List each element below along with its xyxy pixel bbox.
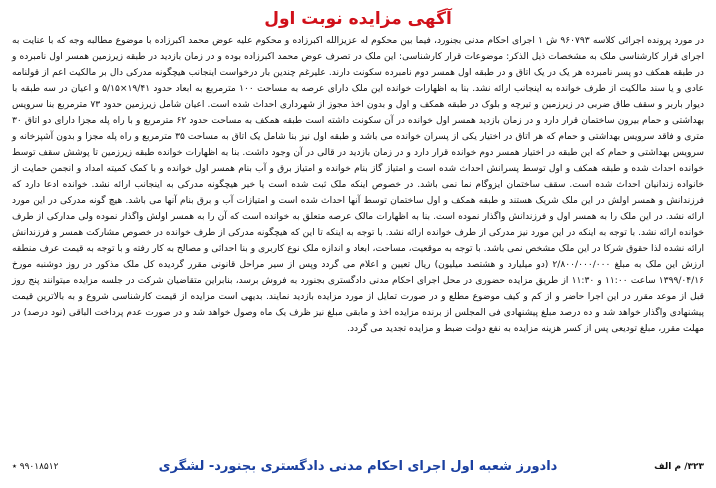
notice-footer	[12, 456, 704, 478]
notice-body: در مورد پرونده اجرائی کلاسه ۹۶۰۷۹۳ ش ۱ اجرای احکام مدنی بجنورد، فیما بین محکوم له عزیزالله اکبرزاده و محکوم علیه عوض محمد اکبرزاده با موضوع مطالبه وجه که با عنایت به اجرای قرار کارشناسی ملک به مشخصات ذیل الذکر: موضوعات قرار کارشناسی: این ملک در تصرف عوض محمد اکبرزاده بوده و در زمان بازدید در طبقه زیرزمین همسر اول نامبرده و در طبقه همکف دو پسر نامبرده هر یک در یک اتاق و در طبقه اول همسر دوم نامبرده سکونت دارند. علیرغم چندین بار درخواست اینجانب هیچگونه مدرکی دال بر مالکیت اعم از قولنامه عادی و یا سند مالکیت از طرف خوانده به اینجانب ارائه نشد. بنا به اظهارات خوانده این ملک دارای عرصه به مساحت ۱۰۰ مترمربع به ابعاد حدود ۱۹/۴۱×۵/۱۵ و اعیان در سه طبقه با دیوار باربر و سقف طاق ضربی در زیرزمین و تیرچه و بلوک در طبقه همکف و اول و بدون اخذ مجوز از شهرداری احداث شده است. اعیان شامل زیرزمین حدود ۷۳ مترمربع بنا سرویس بهداشتی و حمام بیرون ساختمان قرار دارد و در زمان بازدید همسر اول خوانده در آن سکونت داشته است طبقه همکف به مساحت حدود ۶۲ مترمربع و با راه پله مجزا دارای دو اتاق ۳۰ متری و فاقد سرویس بهداشتی و حمام که هر اتاق در اختیار یکی از پسران خوانده می باشد و طبقه اول نیز بنا شامل یک اتاق به مساحت ۳۵ مترمربع و راه پله مجزا و بدون آشپزخانه و سرویس بهداشتی و حمام که این طبقه در اختیار همسر دوم خوانده قرار دارد و در زمان بازدید در قالی در آن وجود داشت. بنا به اظهارات خوانده طبقه زیرزمین تا پوشش سقف توسط خوانده احداث شده و طبقه همکف و اول توسط پسرانش احداث شده است و امتیاز گاز بنام خوانده و امتیاز برق و آب بنام همسر اول خوانده و با کمک کمیته امداد و انجمن حمایت از خانواده زندانیان احداث شده است. سقف ساختمان ایزوگام نما نمی باشد. در خصوص اینکه ملک ثبت شده است یا خیر هیچگونه مدرکی به اینجانب ارائه نشد. خوانده ادعا دارد که فرزندانش و همسر اولش در این ملک شریک هستند و طبقه همکف و اول ساختمان توسط آنها احداث شده است و امتیازات آب و برق بنام آنها می باشد. هیچ گونه مدرکی در این مورد ارائه نشد. در این ملک را به همسر اول و فرزندانش واگذار نموده است. بنا به اظهارات مالک عرصه متعلق به خوانده است که آن را به همسر اولش واگذار نموده ولی مدارکی از طرف خوانده ارائه نشد. با توجه به اینکه در این مورد نیز مدرکی از طرف خوانده ارائه نشد. با توجه به اینکه تا این که هیچگونه مدرکی از طرف خوانده در خصوص مشارکت همسر و فرزندانش ارائه نشده لذا حقوق شرکا در این ملک مشخص نمی باشد. با توجه به موقعیت، مساحت، ابعاد و اندازه ملک نوع کاربری و بنا احداثی و مصالح به کار رفته و با توجه به قیمت عرف منطقه ارزش این ملک به مبلغ ۲/۸۰۰/۰۰۰/۰۰۰ (دو میلیارد و هشتصد میلیون) ریال تعیین و اعلام می گردد وپس از سیر مراحل قانونی مقرر گردیده کل ملک مذکور در روز دوشنبه مورخ ۱۳۹۹/۰۴/۱۶ ساعت ۱۱:۰۰ و ۱۱:۳۰ از طریق مزایده حضوری در محل اجرای احکام مدنی دادگستری بجنورد به فروش برسد، بنابراین متقاضیان شرکت در جلسه مزایده میتوانند پنج روز قبل از موعد مقرر در این اجرا حاضر و از کم و کیف موضوع مطلع و در صورت تمایل از مورد مزایده بازدید نمایند. بدیهی است مزایده از قیمت کارشناسی شروع و به بالاترین قیمت پیشنهادی واگذار خواهد شد و ده درصد مبلغ پیشنهادی فی المجلس از برنده مزایده اخذ و مابقی مبلغ نیز ظرف یک ماه وصول خواهد شد و در صورت عدم پرداخت الباقی (نود درصد) در مهلت مقرر، مبلغ تودیعی پس از کسر هزینه مزایده به نفع دولت ضبط و مزایده تجدید می گردد.	[12, 36, 705, 334]
reference-code: ۳۲۳/ م الف	[654, 462, 704, 472]
signature-line: دادورز شعبه اول اجرای احکام مدنی دادگستری بجنورد- لشگری	[158, 459, 558, 474]
notice-title: آگهی مزایده نوبت اول	[264, 9, 452, 29]
publication-code: ۹۹۰۱۸۵۱۲ ٭	[12, 462, 59, 472]
